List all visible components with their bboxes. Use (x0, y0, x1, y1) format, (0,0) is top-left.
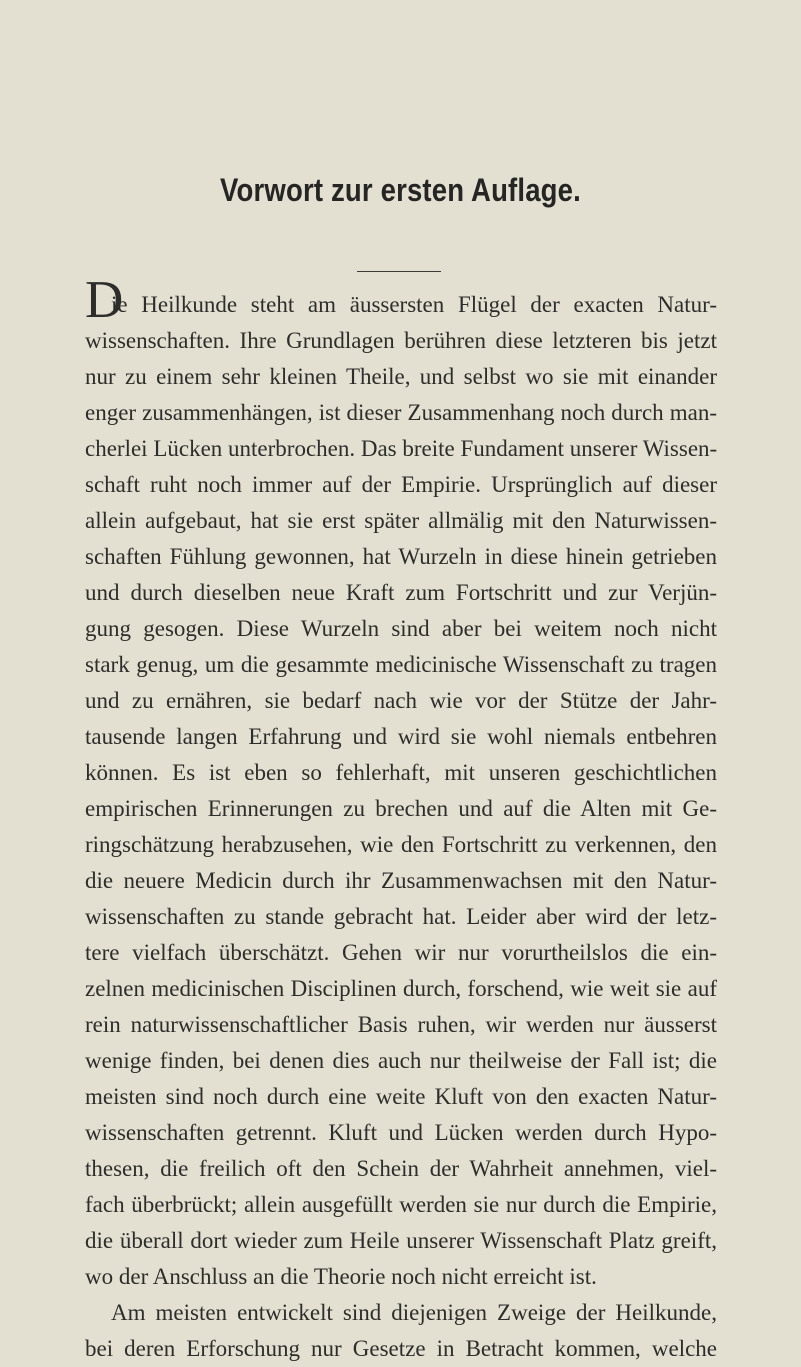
text-line: wissenschaften. Ihre Grundlagen berühren diese letzteren bis jetzt (85, 328, 717, 353)
text-line: wissenschaften getrennt. Kluft und Lücken werden durch Hypo- (85, 1120, 717, 1145)
text-line: empirischen Erinnerungen zu brechen und auf die Alten mit Ge- (85, 796, 717, 821)
text-line-content: ie Heilkunde steht am äussersten Flügel der exacten Natur- (111, 292, 717, 317)
text-line: tausende langen Erfahrung und wird sie wohl niemals entbehren (85, 724, 717, 749)
text-line: stark genug, um die gesammte medicinische Wissenschaft zu tragen (85, 652, 717, 677)
text-line: bei deren Erforschung nur Gesetze in Betracht kommen, welche (85, 1336, 717, 1361)
page-title: Vorwort zur ersten Auflage. (220, 172, 581, 208)
text-line: thesen, die freilich oft den Schein der Wahrheit annehmen, viel- (85, 1156, 717, 1181)
text-line: wenige finden, bei denen dies auch nur theilweise der Fall ist; die (85, 1048, 717, 1073)
preface-text (85, 271, 718, 1367)
title-divider (357, 271, 441, 272)
text-line: allein aufgebaut, hat sie erst später allmälig mit den Naturwissen- (85, 508, 717, 533)
text-line: die neuere Medicin durch ihr Zusammenwachsen mit den Natur- (85, 868, 717, 893)
text-line: fach überbrückt; allein ausgefüllt werden sie nur durch die Empirie, (85, 1192, 717, 1217)
text-line: rein naturwissenschaftlicher Basis ruhen, wir werden nur äusserst (85, 1012, 717, 1037)
text-line: tere vielfach überschätzt. Gehen wir nur vorurtheilslos die ein- (85, 940, 717, 965)
text-line: meisten sind noch durch eine weite Kluft von den exacten Natur- (85, 1084, 717, 1109)
drop-cap: D (85, 271, 124, 329)
text-line: nur zu einem sehr kleinen Theile, und selbst wo sie mit einander (85, 364, 717, 389)
text-line: und zu ernähren, sie bedarf nach wie vor der Stütze der Jahr- (85, 688, 717, 713)
text-line: Am meisten entwickelt sind diejenigen Zweige der Heilkunde, (111, 1300, 717, 1325)
text-line (85, 271, 717, 329)
text-line: wo der Anschluss an die Theorie noch nicht erreicht ist. (85, 1264, 597, 1289)
text-line: schaften Fühlung gewonnen, hat Wurzeln in diese hinein getrieben (85, 544, 717, 569)
text-line: enger zusammenhängen, ist dieser Zusammenhang noch durch man- (85, 400, 717, 425)
text-line: die überall dort wieder zum Heile unserer Wissenschaft Platz greift, (85, 1228, 717, 1253)
text-line: zelnen medicinischen Disciplinen durch, forschend, wie weit sie auf (85, 976, 717, 1001)
text-line: wissenschaften zu stande gebracht hat. Leider aber wird der letz- (85, 904, 717, 929)
text-line: schaft ruht noch immer auf der Empirie. Ursprünglich auf dieser (85, 472, 717, 497)
text-line: gung gesogen. Diese Wurzeln sind aber bei weitem noch nicht (85, 616, 717, 641)
text-line: können. Es ist eben so fehlerhaft, mit unseren geschichtlichen (85, 760, 717, 785)
text-line: cherlei Lücken unterbrochen. Das breite Fundament unserer Wissen- (85, 436, 718, 461)
text-line: und durch dieselben neue Kraft zum Fortschritt und zur Verjün- (85, 580, 717, 605)
text-line: ringschätzung herabzusehen, wie den Fortschritt zu verkennen, den (85, 832, 717, 857)
